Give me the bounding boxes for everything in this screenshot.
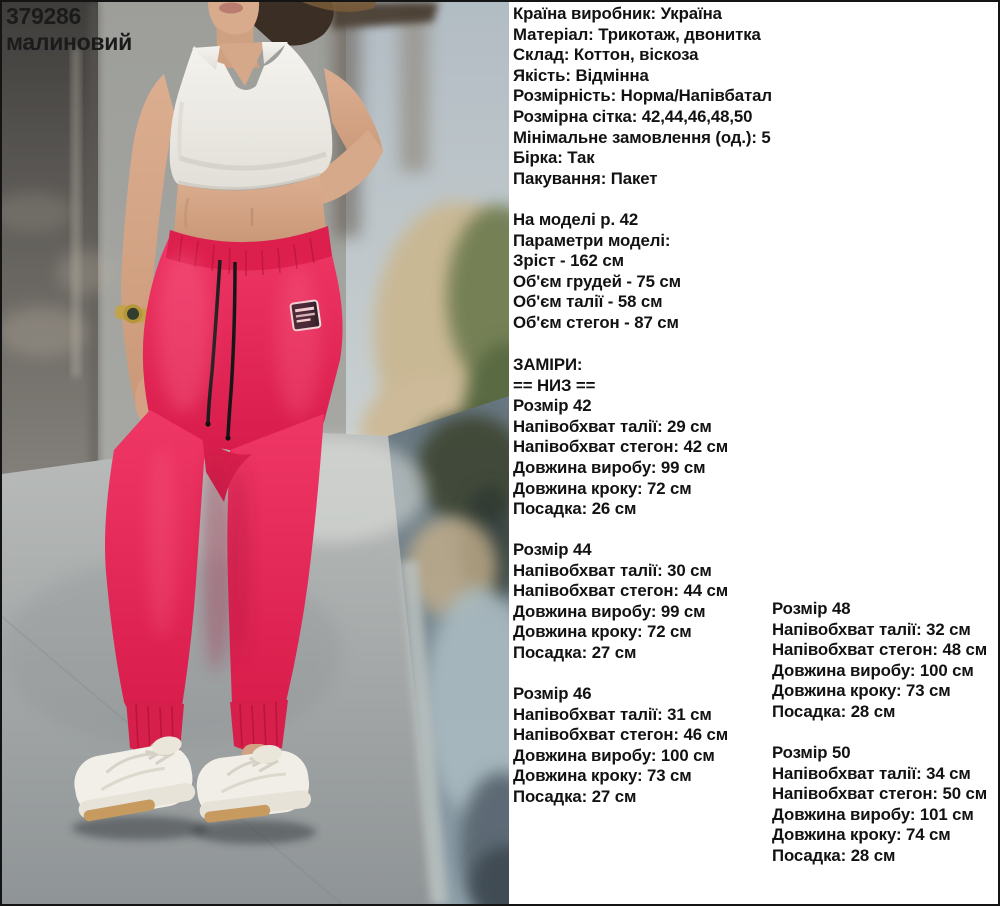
spec-line: Розмірність: Норма/Напівбатал <box>513 86 772 106</box>
spec-line: Довжина кроку: 72 см <box>513 622 692 642</box>
spec-line: Якість: Відмінна <box>513 65 649 85</box>
size-46-block <box>513 684 728 808</box>
size-44-block <box>513 540 728 664</box>
spec-line: Бірка: Так <box>513 148 595 168</box>
spec-line: Довжина виробу: 100 см <box>513 745 715 765</box>
measurements-heading: ЗАМІРИ: <box>513 355 583 374</box>
spec-line: Посадка: 28 см <box>772 845 896 865</box>
size-title: Розмір 48 <box>772 599 851 618</box>
spec-line: Напівобхват талії: 31 см <box>513 704 712 724</box>
spec-line: Довжина кроку: 72 см <box>513 478 692 498</box>
article-code: 379286 <box>6 3 81 29</box>
product-photo <box>2 2 509 904</box>
spec-line: Довжина виробу: 101 см <box>772 804 974 824</box>
spec-line: Об'єм грудей - 75 см <box>513 271 681 291</box>
spec-line: Склад: Коттон, віскоза <box>513 45 699 65</box>
spec-line: Довжина кроку: 73 см <box>513 766 692 786</box>
product-details-block <box>513 4 772 189</box>
size-48-block <box>772 599 987 723</box>
spec-line: Посадка: 27 см <box>513 786 637 806</box>
spec-line: Напівобхват стегон: 46 см <box>513 725 729 745</box>
model-params-block <box>513 210 681 334</box>
spec-line: Посадка: 28 см <box>772 701 896 721</box>
spec-line: Напівобхват талії: 29 см <box>513 416 712 436</box>
spec-line: Параметри моделі: <box>513 230 671 250</box>
spec-line: Напівобхват талії: 34 см <box>772 763 971 783</box>
spec-line: Напівобхват талії: 32 см <box>772 619 971 639</box>
size-title: Розмір 42 <box>513 396 592 416</box>
spec-line: Напівобхват стегон: 42 см <box>513 437 729 457</box>
spec-line: Напівобхват талії: 30 см <box>513 560 712 580</box>
spec-line: Довжина кроку: 73 см <box>772 681 951 701</box>
spec-line: Зріст - 162 см <box>513 251 624 271</box>
spec-line: Довжина виробу: 100 см <box>772 660 974 680</box>
spec-line: Довжина кроку: 74 см <box>772 825 951 845</box>
spec-line: Довжина виробу: 99 см <box>513 457 706 477</box>
spec-line: Напівобхват стегон: 44 см <box>513 581 729 601</box>
size-title: Розмір 44 <box>513 540 592 559</box>
spec-line: Напівобхват стегон: 48 см <box>772 640 988 660</box>
spec-line: Розмірна сітка: 42,44,46,48,50 <box>513 106 753 126</box>
spec-line: Пакування: Пакет <box>513 168 658 188</box>
spec-line: Країна виробник: Україна <box>513 4 722 23</box>
spec-line: Напівобхват стегон: 50 см <box>772 784 988 804</box>
measurements-section: == НИЗ == <box>513 375 596 395</box>
spec-line: Мінімальне замовлення (од.): 5 <box>513 127 771 147</box>
spec-line: Матеріал: Трикотаж, двонитка <box>513 24 761 44</box>
spec-line: На моделі р. 42 <box>513 210 639 229</box>
color-name: малиновий <box>6 29 132 55</box>
size-50-block <box>772 743 987 867</box>
spec-line: Посадка: 27 см <box>513 642 637 662</box>
size-title: Розмір 50 <box>772 743 851 762</box>
photo-illustration <box>2 2 509 904</box>
spec-line: Об'єм стегон - 87 см <box>513 312 679 332</box>
measurements-size-42-block <box>513 355 728 520</box>
spec-line: Об'єм талії - 58 см <box>513 292 663 312</box>
size-title: Розмір 46 <box>513 684 592 703</box>
spec-line: Посадка: 26 см <box>513 499 637 519</box>
spec-line: Довжина виробу: 99 см <box>513 601 706 621</box>
photo-overlay-text <box>6 3 132 55</box>
